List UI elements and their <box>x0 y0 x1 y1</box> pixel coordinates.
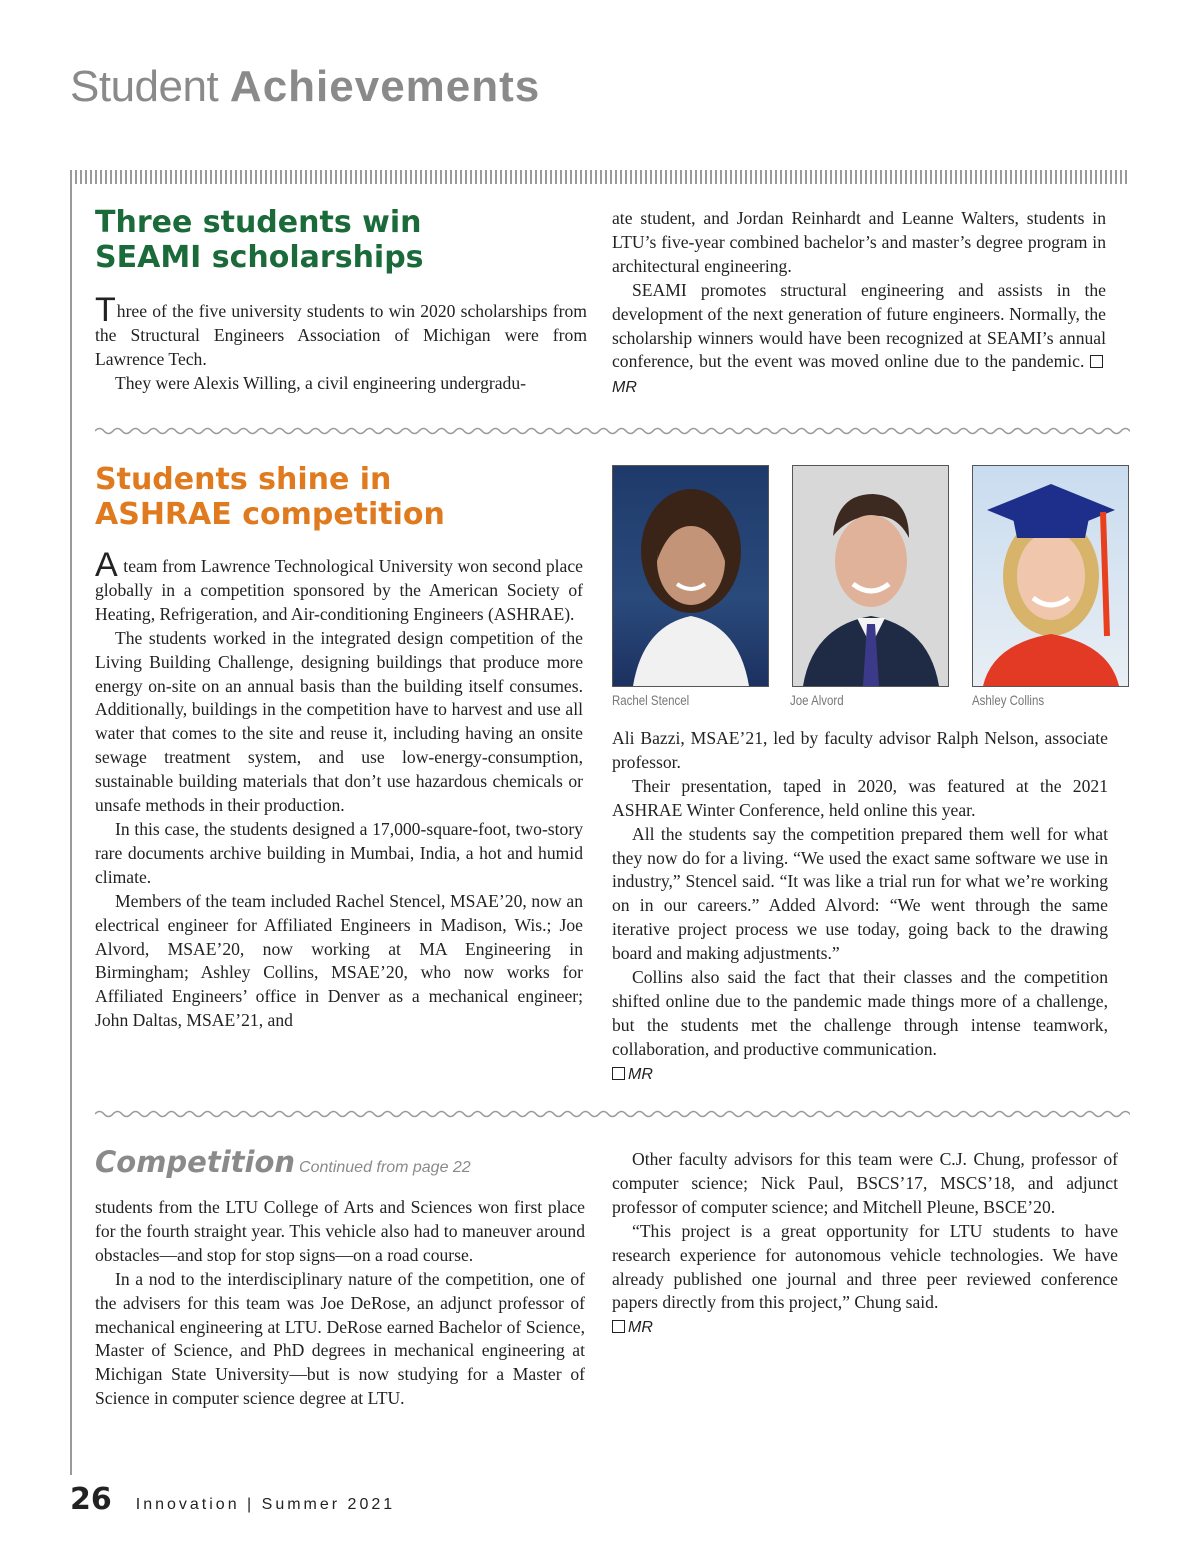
section-title-bold: Achievements <box>229 62 541 111</box>
seami-paragraph-1 <box>95 291 587 372</box>
seami-column-right <box>612 207 1106 400</box>
ashrae-signature-line <box>612 1062 1108 1087</box>
ashrae-paragraph-8: Collins also said the fact that their classes and the competition shifted online due to the pandemic made things more of a challenge, but the students met the challenge through intense teamwork, collaboration, and productive communication. <box>612 967 1108 1059</box>
ashrae-paragraph-5: Ali Bazzi, MSAE’21, led by faculty advisor Ralph Nelson, associate professor. <box>612 728 1108 772</box>
competition-heading <box>95 1145 471 1179</box>
margin-rule <box>70 170 72 1475</box>
ashrae-paragraph-1-text: team from Lawrence Technological University won second place globally in a competition sponsored by the American Society of Heating, Refrigeration, and Air-conditioning Engineers (ASHRAE). <box>95 556 583 624</box>
seami-paragraph-4 <box>612 279 1106 401</box>
end-mark-icon <box>1090 355 1103 368</box>
seami-drop-cap: T <box>95 291 116 329</box>
seami-paragraph-2: They were Alexis Willing, a civil engineering undergradu- <box>115 372 526 393</box>
wavy-divider <box>95 1108 1130 1120</box>
portrait-image <box>613 466 768 686</box>
seami-headline-line-1: Three students win <box>95 205 422 240</box>
section-title-light: Student <box>70 62 219 111</box>
ashrae-signature: MR <box>612 1066 653 1083</box>
tick-rule <box>70 170 1130 184</box>
photo-caption-joe: Joe Alvord <box>790 692 844 708</box>
competition-title: Competition <box>95 1145 296 1179</box>
ashrae-paragraph-7: All the students say the competition prepared them well for what they now do for a living. “We used the exact same software we use in industry,” Stencel said. “It was like a trial run for what we’re working on in our careers.” Added Alvord: “We went through the same iterative project process we use today, going back to the drawing board and making adjustments.” <box>612 823 1108 964</box>
seami-column-left <box>95 291 587 396</box>
ashrae-column-right <box>612 727 1108 1087</box>
competition-paragraph-1: students from the LTU College of Arts and Sciences won first place for the fourth straight year. This vehicle also had to maneuver around obstacles—and stop for stop signs—on a road course. <box>95 1197 585 1265</box>
competition-signature: MR <box>612 1319 653 1336</box>
competition-column-right <box>612 1148 1118 1340</box>
competition-continued: Continued from page 22 <box>299 1159 471 1176</box>
publication-name: Innovation | Summer 2021 <box>135 1496 396 1513</box>
page-number: 26 <box>70 1482 112 1517</box>
portrait-image <box>793 466 948 686</box>
ashrae-headline <box>95 462 575 532</box>
ashrae-paragraph-1 <box>95 546 583 627</box>
portrait-image <box>973 466 1128 686</box>
seami-headline-line-2: SEAMI scholarships <box>95 240 424 275</box>
page-footer <box>70 1482 395 1517</box>
ashrae-paragraph-3: In this case, the students designed a 17,000-square-foot, two-story rare documents archive building in Mumbai, India, a hot and humid climate. <box>95 818 583 887</box>
photo-caption-ashley: Ashley Collins <box>972 692 1045 708</box>
seami-signature: MR <box>612 354 1106 396</box>
ashrae-headline-line-2: ASHRAE competition <box>95 497 445 532</box>
ashrae-drop-cap: A <box>95 546 118 584</box>
photo-ashley-collins <box>972 465 1129 687</box>
competition-paragraph-3: Other faculty advisors for this team were C.J. Chung, professor of computer science; Nick Paul, BSCS’17, MSCS’18, and adjunct professor of computer science; and Mitchell Pleune, BSCE’20. <box>612 1149 1118 1217</box>
competition-signature-line <box>612 1315 1118 1340</box>
photo-joe-alvord <box>792 465 949 687</box>
end-mark-icon <box>612 1067 625 1080</box>
seami-paragraph-3: ate student, and Jordan Reinhardt and Leanne Walters, students in LTU’s five-year combined bachelor’s and master’s degree program in architectural engineering. <box>612 208 1106 276</box>
competition-column-left <box>95 1196 585 1411</box>
seami-paragraph-1-text: hree of the five university students to win 2020 scholarships from the Structural Engineers Association of Michigan were from Lawrence Tech. <box>95 301 587 369</box>
wavy-divider <box>95 425 1130 437</box>
seami-paragraph-4-text: SEAMI promotes structural engineering and assists in the development of the next generation of future engineers. Normally, the scholarship winners would have been recognized at SEAMI’s annual conference, but the event was moved online due to the pandemic. <box>612 279 1106 372</box>
ashrae-headline-line-1: Students shine in <box>95 462 392 497</box>
seami-headline <box>95 205 575 275</box>
section-title <box>70 62 540 112</box>
photo-rachel-stencel <box>612 465 769 687</box>
ashrae-paragraph-6: Their presentation, taped in 2020, was featured at the 2021 ASHRAE Winter Conference, held online this year. <box>612 775 1108 820</box>
photo-caption-rachel: Rachel Stencel <box>612 692 690 708</box>
competition-paragraph-2: In a nod to the interdisciplinary nature of the competition, one of the advisers for this team was Joe DeRose, an adjunct professor of mechanical engineering at LTU. DeRose earned Bachelor of Science, Master of Science, and PhD degrees in mechanical engineering at Michigan State University—but is now studying for a Master of Science in computer science degree at LTU. <box>95 1268 585 1409</box>
ashrae-paragraph-2: The students worked in the integrated design competition of the Living Building Challenge, designing buildings that produce more energy on-site on an annual basis than the building itself consumes. Additionally, buildings in the competition have to harvest and use all water that comes to the site and reuse it, including having an onsite sewage treatment system, and use low-energy-consumption, sustainable building materials that don’t use hazardous chemicals or unsafe methods in their production. <box>95 627 583 816</box>
competition-paragraph-4: “This project is a great opportunity for LTU students to have research experience for autonomous vehicle technologies. We have already published one journal and three peer reviewed conference papers directly from this project,” Chung said. <box>612 1220 1118 1313</box>
ashrae-column-left <box>95 546 583 1033</box>
ashrae-paragraph-4: Members of the team included Rachel Stencel, MSAE’20, now an electrical engineer for Affiliated Engineers in Madison, Wis.; Joe Alvord, MSAE’20, now working at MA Engineering in Birmingham; Ashley Collins, MSAE’20, who now works for Affiliated Engineers’ office in Denver as a mechanical engineer; John Daltas, MSAE’21, and <box>95 890 583 1031</box>
end-mark-icon <box>612 1320 625 1333</box>
